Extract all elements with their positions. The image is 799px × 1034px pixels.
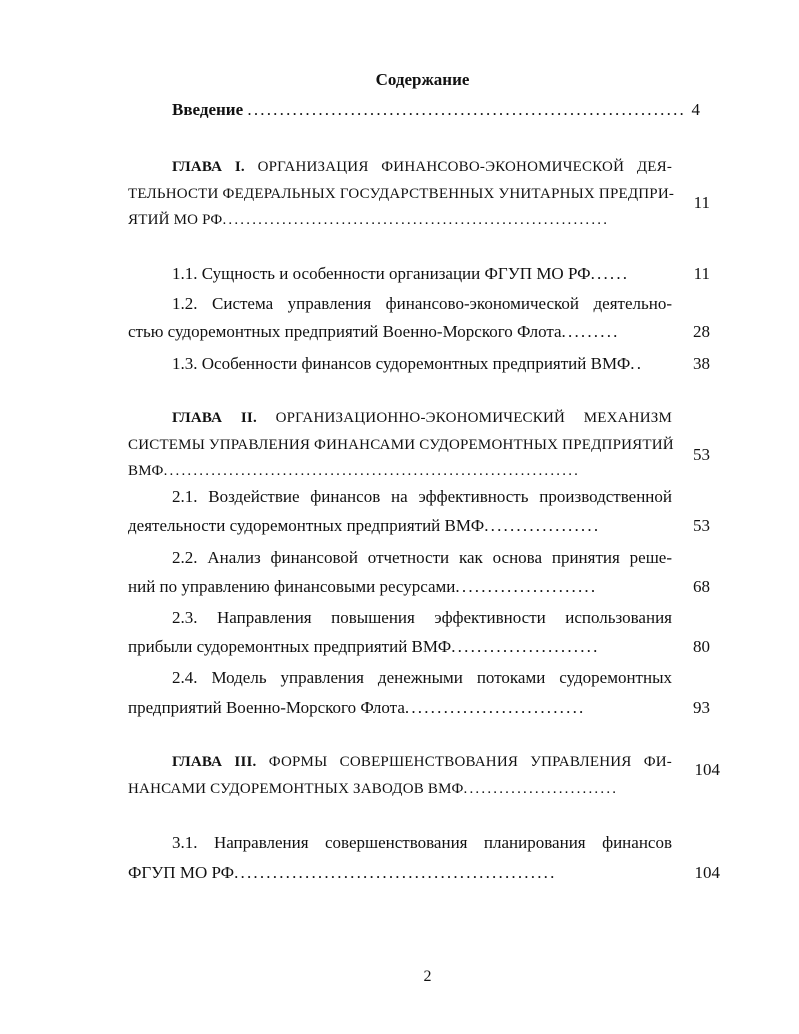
section-2-1-line-1: 2.1. Воздействие финансов на эффективность производственной	[172, 487, 672, 506]
section-2-1-line-2: деятельности судоремонтных предприятий ВМФ..................	[128, 516, 601, 535]
section-2-3-line-1: 2.3. Направления повышения эффективности использования	[172, 608, 672, 627]
intro-page: 4	[691, 100, 700, 119]
section-2-3-line-2: прибыли судоремонтных предприятий ВМФ.......................	[128, 637, 600, 656]
section-2-4-line-1: 2.4. Модель управления денежными потоками судоремонтных	[172, 668, 672, 687]
chapter-3-label: ГЛАВА III.	[172, 754, 257, 770]
section-1-1: 1.1. Сущность и особенности организации ФГУП МО РФ......	[172, 264, 630, 283]
intro-label: Введение	[172, 100, 244, 119]
section-3-1-line-2: ФГУП МО РФ..................................................	[128, 863, 557, 882]
toc-title: Содержание	[375, 70, 470, 89]
section-2-3-page: 80	[693, 637, 710, 656]
chapter-1-line-1: ГЛАВА I. ОРГАНИЗАЦИЯ ФИНАНСОВО-ЭКОНОМИЧЕСКОЙ ДЕЯ-	[172, 159, 673, 175]
section-1-3: 1.3. Особенности финансов судоремонтных предприятий ВМФ..	[172, 354, 644, 373]
section-2-4-line-2: предприятий Военно-Морского Флота............................	[128, 698, 586, 717]
chapter-3-page: 104	[694, 760, 720, 779]
chapter-2-label: ГЛАВА II.	[172, 410, 257, 426]
section-3-1-page: 104	[694, 863, 720, 882]
chapter-1-line-3: ЯТИЙ МО РФ.................................................................	[128, 212, 610, 228]
chapter-2-line-1: ГЛАВА II. ОРГАНИЗАЦИОННО-ЭКОНОМИЧЕСКИЙ МЕХАНИЗМ	[172, 410, 672, 426]
chapter-3-line-1: ГЛАВА III. ФОРМЫ СОВЕРШЕНСТВОВАНИЯ УПРАВЛЕНИЯ ФИ-	[172, 754, 672, 770]
page-number: 2	[423, 968, 432, 985]
section-2-1-page: 53	[693, 516, 710, 535]
section-2-2-line-2: ний по управлению финансовыми ресурсами......................	[128, 577, 598, 596]
section-2-2-line-1: 2.2. Анализ финансовой отчетности как основа принятия реше-	[172, 548, 672, 567]
section-1-1-page: 11	[693, 264, 710, 283]
chapter-2-page: 53	[693, 445, 710, 464]
chapter-1-label: ГЛАВА I.	[172, 159, 245, 175]
chapter-1-line-2: ТЕЛЬНОСТИ ФЕДЕРАЛЬНЫХ ГОСУДАРСТВЕННЫХ УНИТАРНЫХ ПРЕДПРИ-	[128, 186, 675, 202]
section-1-2-page: 28	[693, 322, 710, 341]
section-1-2-line-2: стью судоремонтных предприятий Военно-Морского Флота.........	[128, 322, 620, 341]
intro-dots: ....................................................................	[247, 100, 686, 119]
section-2-4-page: 93	[693, 698, 710, 717]
chapter-2-line-2: СИСТЕМЫ УПРАВЛЕНИЯ ФИНАНСАМИ СУДОРЕМОНТНЫХ ПРЕДПРИЯТИЙ	[128, 437, 674, 453]
section-1-3-page: 38	[693, 354, 710, 373]
section-2-2-page: 68	[693, 577, 710, 596]
section-3-1-line-1: 3.1. Направления совершенствования планирования финансов	[172, 833, 672, 852]
toc-entry-intro	[172, 100, 686, 120]
chapter-2-line-3: ВМФ......................................................................	[128, 463, 581, 479]
section-1-2-line-1: 1.2. Система управления финансово-экономической деятельно-	[172, 294, 672, 313]
chapter-1-page: 11	[693, 193, 710, 212]
chapter-3-line-2: НАНСАМИ СУДОРЕМОНТНЫХ ЗАВОДОВ ВМФ..........................	[128, 781, 619, 797]
